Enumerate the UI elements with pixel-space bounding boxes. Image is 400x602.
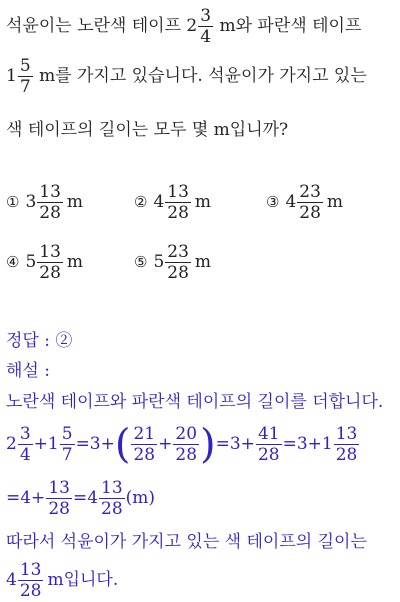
- whole-number: 1: [6, 66, 17, 86]
- fraction: $\frac{3}{4}$: [200, 6, 212, 47]
- question-line-1: [6, 6, 361, 47]
- fraction: $\frac{13}{28}$: [19, 560, 42, 601]
- choice-mark: ④: [6, 253, 20, 271]
- fraction: $\frac{13}{28}$: [39, 182, 61, 223]
- choice-1[interactable]: ① 3 $\frac{13}{28}$ m: [6, 182, 84, 223]
- fraction: $\frac{13}{28}$: [48, 478, 70, 519]
- choice-2[interactable]: ② 4 $\frac{13}{28}$ m: [134, 182, 212, 223]
- choice-mark: ①: [6, 193, 20, 211]
- explanation-label: 해설 :: [6, 361, 50, 381]
- question-text: 색 테이프의 길이는 모두 몇 m입니까?: [6, 120, 289, 140]
- left-paren: (: [114, 421, 131, 468]
- question-line-3: [6, 120, 288, 140]
- choice-4[interactable]: ④ 5 $\frac{13}{28}$ m: [6, 242, 84, 283]
- final-answer-line: 4 $\frac{13}{28}$ m입니다.: [6, 560, 119, 601]
- fraction: $\frac{5}{7}$: [19, 56, 31, 97]
- question-line-2: [6, 56, 367, 97]
- equation-line-2: =4+ $\frac{13}{28}$ =4 $\frac{13}{28}$ (m): [6, 478, 156, 519]
- choice-3[interactable]: ③ 4 $\frac{23}{28}$ m: [266, 182, 344, 223]
- fraction: $\frac{41}{28}$: [257, 424, 280, 465]
- fraction: $\frac{13}{28}$: [101, 478, 123, 519]
- fraction: $\frac{5}{7}$: [61, 424, 73, 465]
- fraction: $\frac{23}{28}$: [299, 182, 321, 223]
- fraction: $\frac{13}{28}$: [167, 182, 189, 223]
- choice-mark: ③: [266, 193, 280, 211]
- right-paren: ): [200, 421, 216, 468]
- fraction: $\frac{3}{4}$: [19, 424, 31, 465]
- fraction: $\frac{20}{28}$: [175, 424, 198, 465]
- equation-line-1: 2 $\frac{3}{4}$ +1 $\frac{5}{7}$ =3+( $\frac{21}{28}$ + $\frac{20}{28}$ )=3+ $\frac{41}{28}$ =3+1 $\frac{13}{28}$: [6, 421, 358, 468]
- solution-sentence-1: 노란색 테이프와 파란색 테이프의 길이를 더합니다.: [6, 392, 384, 412]
- solution-sentence-2: 따라서 석윤이가 가지고 있는 색 테이프의 길이는: [6, 532, 367, 552]
- question-text: m를 가지고 있습니다. 석윤이가 가지고 있는: [39, 66, 367, 86]
- fraction: $\frac{13}{28}$: [335, 424, 358, 465]
- choice-mark: ②: [134, 193, 148, 211]
- question-text: 석윤이는 노란색 테이프 2: [6, 16, 198, 36]
- fraction: $\frac{21}{28}$: [133, 424, 156, 465]
- fraction: $\frac{13}{28}$: [39, 242, 61, 283]
- answer-line: 정답 : ②: [6, 331, 73, 351]
- choice-mark: ⑤: [134, 253, 148, 271]
- fraction: $\frac{23}{28}$: [167, 242, 189, 283]
- question-text: m와 파란색 테이프: [219, 16, 362, 36]
- choice-5[interactable]: ⑤ 5 $\frac{23}{28}$ m: [134, 242, 212, 283]
